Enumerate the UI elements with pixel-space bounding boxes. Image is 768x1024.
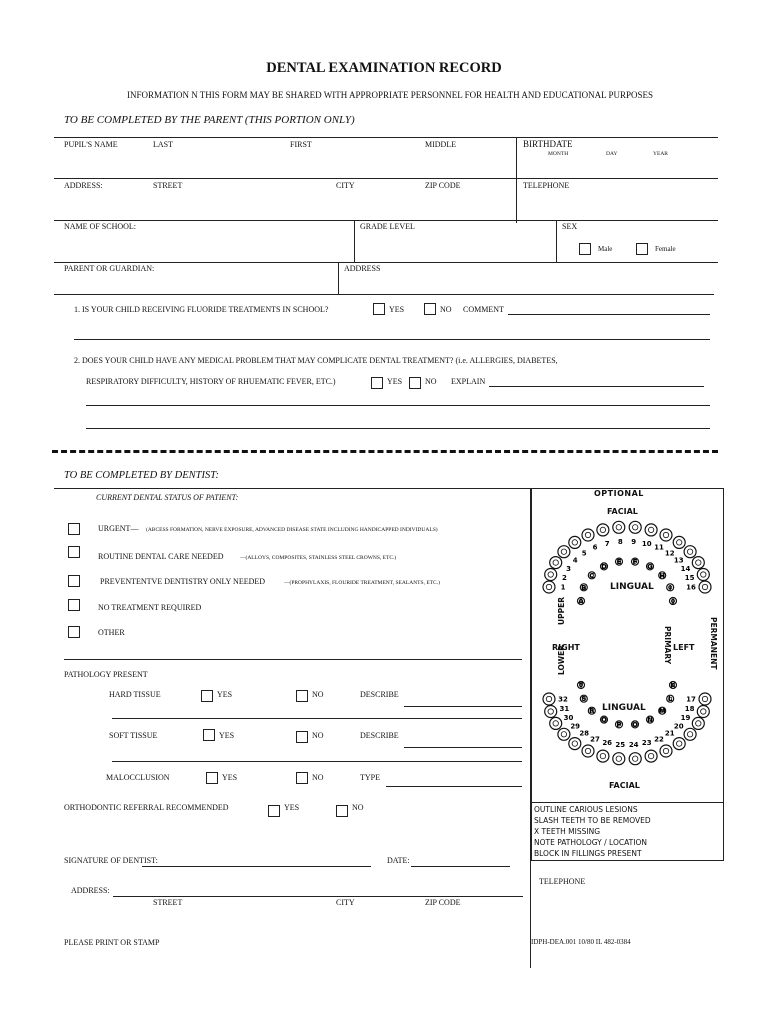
guardian-address-label: ADDRESS — [344, 264, 381, 273]
q2-no-checkbox[interactable] — [409, 377, 421, 389]
svg-text:B: B — [581, 583, 587, 592]
hard-tissue-yes-label: YES — [217, 690, 233, 699]
ortho-yes-checkbox[interactable] — [268, 805, 280, 817]
male-checkbox[interactable] — [579, 243, 591, 255]
svg-text:24: 24 — [628, 741, 639, 750]
ortho-no-checkbox[interactable] — [336, 805, 348, 817]
form-id: IDPH-DEA.001 10/80 IL 482-0384 — [531, 938, 631, 946]
tooth-L[interactable] — [667, 695, 674, 703]
chart-lingual-lower-label: LINGUAL — [602, 703, 646, 713]
svg-text:1: 1 — [560, 583, 566, 592]
chart-left-label: LEFT — [673, 643, 695, 652]
svg-text:29: 29 — [570, 722, 581, 731]
hard-tissue-label: HARD TISSUE — [109, 690, 161, 699]
dentist-street-label: STREET — [153, 898, 183, 907]
hard-tissue-no-checkbox[interactable] — [296, 690, 308, 702]
svg-text:18: 18 — [684, 705, 695, 714]
malocclusion-yes-checkbox[interactable] — [206, 772, 218, 784]
svg-text:R: R — [589, 707, 595, 716]
dentist-zip-label: ZIP CODE — [425, 898, 461, 907]
preventive-checkbox[interactable] — [68, 575, 80, 587]
svg-text:A: A — [578, 597, 584, 606]
chart-instructions — [532, 802, 723, 858]
svg-text:14: 14 — [680, 564, 691, 573]
instruction-5: BLOCK IN FILLINGS PRESENT — [534, 849, 642, 858]
svg-text:13: 13 — [673, 556, 684, 565]
svg-text:19: 19 — [680, 714, 691, 723]
middle-label: MIDDLE — [425, 140, 457, 149]
svg-text:7: 7 — [604, 539, 610, 548]
ortho-yes-label: YES — [284, 803, 300, 812]
routine-note: —(ALLOYS, COMPOSITES, STAINLESS STEEL CROWNS, ETC.) — [240, 555, 397, 561]
tooth-R[interactable] — [588, 707, 595, 715]
q1-comment-label: COMMENT — [463, 305, 504, 314]
routine-checkbox[interactable] — [68, 546, 80, 558]
month-label: MONTH — [548, 151, 569, 157]
svg-text:J: J — [671, 597, 675, 606]
question-2-line-2: RESPIRATORY DIFFICULTY, HISTORY OF RHUEMATIC FEVER, ETC.) — [86, 377, 336, 386]
tooth-7[interactable] — [597, 524, 610, 548]
svg-text:F: F — [632, 558, 638, 567]
soft-tissue-no-label: NO — [312, 731, 324, 740]
cut-line — [52, 450, 718, 453]
telephone-label: TELEPHONE — [523, 181, 570, 190]
tooth-J[interactable] — [670, 598, 677, 606]
ortho-no-label: NO — [352, 803, 364, 812]
svg-text:M: M — [658, 707, 666, 716]
zip-label: ZIP CODE — [425, 181, 461, 190]
signature-label: SIGNATURE OF DENTIST: — [64, 856, 158, 865]
svg-text:16: 16 — [686, 583, 696, 592]
q2-yes-checkbox[interactable] — [371, 377, 383, 389]
svg-text:P: P — [616, 720, 622, 729]
school-label: NAME OF SCHOOL: — [64, 222, 137, 231]
svg-text:8: 8 — [617, 537, 623, 546]
parent-section-title: TO BE COMPLETED BY THE PARENT (THIS PORTION ONLY) — [64, 114, 355, 126]
svg-text:T: T — [578, 681, 584, 690]
hard-tissue-describe-line[interactable] — [404, 706, 522, 707]
svg-text:20: 20 — [673, 722, 684, 731]
tooth-2[interactable] — [545, 569, 567, 582]
svg-text:5: 5 — [581, 549, 587, 558]
svg-text:3: 3 — [566, 564, 571, 573]
pupil-name-label: PUPIL'S NAME — [64, 140, 118, 149]
q2-explain-label: EXPLAIN — [451, 377, 486, 386]
tooth-E[interactable] — [616, 558, 623, 566]
svg-text:32: 32 — [558, 695, 568, 704]
chart-lower-label: LOWER — [557, 644, 566, 675]
instruction-1: OUTLINE CARIOUS LESIONS — [534, 805, 638, 814]
urgent-note: (ABCESS FORMATION, NERVE EXPOSURE, ADVANCED DISEASE STATE INCLUDING HANDICAPPED INDIVIDUALS) — [146, 527, 438, 533]
instruction-4: NOTE PATHOLOGY / LOCATION — [534, 838, 647, 847]
svg-text:9: 9 — [631, 537, 637, 546]
tooth-F[interactable] — [632, 558, 639, 566]
dentist-address-label: ADDRESS: — [71, 886, 110, 895]
tooth-24[interactable] — [629, 741, 641, 765]
hard-tissue-yes-checkbox[interactable] — [201, 690, 213, 702]
urgent-checkbox[interactable] — [68, 523, 80, 535]
day-label: DAY — [606, 151, 618, 157]
q1-no-checkbox[interactable] — [424, 303, 436, 315]
instruction-3: X TEETH MISSING — [534, 827, 601, 836]
tooth-K[interactable] — [670, 682, 677, 690]
ortho-label: ORTHODONTIC REFERRAL RECOMMENDED — [64, 803, 229, 812]
svg-text:O: O — [632, 720, 638, 729]
other-label: OTHER — [98, 628, 125, 637]
chart-facial-bottom-label: FACIAL — [609, 781, 640, 790]
date-label: DATE: — [387, 856, 410, 865]
city-label: CITY — [336, 181, 355, 190]
dentist-telephone-label: TELEPHONE — [539, 877, 586, 886]
chart-primary-label: PRIMARY — [663, 626, 672, 665]
svg-text:Q: Q — [601, 716, 607, 725]
tooth-P[interactable] — [616, 721, 623, 729]
pathology-label: PATHOLOGY PRESENT — [64, 670, 148, 679]
dentist-section-title: TO BE COMPLETED BY DENTIST: — [64, 470, 219, 481]
svg-text:H: H — [659, 571, 666, 580]
grade-label: GRADE LEVEL — [360, 222, 415, 231]
form-title: DENTAL EXAMINATION RECORD — [266, 60, 502, 76]
svg-text:G: G — [647, 562, 653, 571]
male-label: Male — [598, 245, 613, 253]
preventive-label: PREVENTENTVE DENTISTRY ONLY NEEDED — [100, 577, 266, 586]
tooth-1[interactable] — [543, 581, 566, 593]
svg-text:6: 6 — [592, 543, 598, 552]
tooth-I[interactable] — [667, 584, 674, 592]
q2-yes-label: YES — [387, 377, 403, 386]
malocclusion-label: MALOCCLUSION — [106, 773, 170, 782]
svg-text:I: I — [668, 583, 672, 592]
tooth-17[interactable] — [686, 693, 711, 705]
question-2-line-1: 2. DOES YOUR CHILD HAVE ANY MEDICAL PROBLEM THAT MAY COMPLICATE DENTAL TREATMENT? (i.e. ALLERGIES, DIABETES, — [74, 356, 558, 365]
dentist-address-line[interactable] — [113, 896, 523, 897]
urgent-label: URGENT— — [98, 524, 139, 533]
first-label: FIRST — [290, 140, 312, 149]
instruction-2: SLASH TEETH TO BE REMOVED — [534, 816, 651, 825]
svg-text:17: 17 — [686, 695, 696, 704]
svg-text:10: 10 — [641, 539, 652, 548]
soft-tissue-yes-checkbox[interactable] — [203, 729, 215, 741]
date-line[interactable] — [411, 866, 510, 867]
svg-text:N: N — [647, 716, 653, 725]
tooth-32[interactable] — [543, 693, 568, 705]
dentist-city-label: CITY — [336, 898, 355, 907]
signature-line[interactable] — [142, 866, 371, 867]
no-treatment-label: NO TREATMENT REQUIRED — [98, 603, 202, 612]
guardian-label: PARENT OR GUARDIAN: — [64, 264, 155, 273]
svg-text:11: 11 — [654, 543, 664, 552]
tooth-8[interactable] — [613, 521, 625, 546]
birthdate-label: BIRTHDATE — [523, 139, 573, 149]
chart-permanent-label: PERMANENT — [709, 617, 718, 670]
tooth-T[interactable] — [578, 682, 585, 690]
other-checkbox[interactable] — [68, 626, 80, 638]
svg-text:E: E — [616, 558, 622, 567]
tooth-25[interactable] — [613, 741, 625, 765]
svg-text:25: 25 — [615, 741, 626, 750]
female-checkbox[interactable] — [636, 243, 648, 255]
tooth-S[interactable] — [580, 695, 587, 703]
chart-facial-top-label: FACIAL — [607, 507, 638, 516]
no-treatment-checkbox[interactable] — [68, 599, 80, 611]
chart-optional-label: OPTIONAL — [594, 489, 644, 498]
q1-no-label: NO — [440, 305, 452, 314]
hard-tissue-no-label: NO — [312, 690, 324, 699]
svg-text:26: 26 — [602, 739, 613, 748]
svg-text:21: 21 — [664, 729, 675, 738]
svg-text:L: L — [667, 695, 673, 704]
soft-tissue-yes-label: YES — [219, 731, 235, 740]
tooth-6[interactable] — [582, 529, 598, 552]
street-label: STREET — [153, 181, 183, 190]
q1-yes-checkbox[interactable] — [373, 303, 385, 315]
tooth-A[interactable] — [578, 598, 585, 606]
routine-label: ROUTINE DENTAL CARE NEEDED — [98, 552, 224, 561]
year-label: YEAR — [653, 151, 668, 157]
soft-tissue-describe-label: DESCRIBE — [360, 731, 399, 740]
tooth-D[interactable] — [601, 563, 608, 571]
svg-text:2: 2 — [561, 573, 567, 582]
svg-text:30: 30 — [563, 714, 574, 723]
svg-text:28: 28 — [579, 729, 590, 738]
q1-comment-line[interactable] — [508, 314, 710, 315]
svg-text:27: 27 — [590, 735, 600, 744]
tooth-chart — [531, 488, 724, 861]
hard-tissue-describe-label: DESCRIBE — [360, 690, 399, 699]
malocclusion-yes-label: YES — [222, 773, 238, 782]
svg-text:C: C — [589, 571, 595, 580]
tooth-N[interactable] — [647, 716, 654, 724]
svg-text:15: 15 — [684, 573, 695, 582]
soft-tissue-no-checkbox[interactable] — [296, 731, 308, 743]
q2-no-label: NO — [425, 377, 437, 386]
chart-right-label: RIGHT — [552, 643, 580, 652]
preventive-note: —(PROPHYLAXIS, FLOURIDE TREATMENT, SEALANTS, ETC.) — [284, 580, 440, 586]
malocclusion-type-line[interactable] — [386, 786, 522, 787]
tooth-B[interactable] — [580, 584, 587, 592]
svg-text:31: 31 — [559, 705, 570, 714]
svg-text:S: S — [581, 695, 587, 704]
soft-tissue-describe-line[interactable] — [404, 747, 522, 748]
print-or-stamp-label: PLEASE PRINT OR STAMP — [64, 938, 160, 947]
svg-text:4: 4 — [572, 556, 578, 565]
q2-explain-line[interactable] — [489, 386, 704, 387]
question-1-text: 1. IS YOUR CHILD RECEIVING FLUORIDE TREATMENTS IN SCHOOL? — [74, 305, 329, 314]
chart-lingual-upper-label: LINGUAL — [610, 582, 654, 592]
female-label: Female — [655, 245, 676, 253]
tooth-Q[interactable] — [601, 716, 608, 724]
privacy-notice: INFORMATION N THIS FORM MAY BE SHARED WITH APPROPRIATE PERSONNEL FOR HEALTH AND EDUCATIONAL PURPOSES — [126, 90, 654, 100]
last-label: LAST — [153, 140, 173, 149]
svg-text:23: 23 — [641, 739, 652, 748]
svg-text:D: D — [601, 562, 607, 571]
malocclusion-type-label: TYPE — [360, 773, 380, 782]
soft-tissue-label: SOFT TISSUE — [109, 731, 158, 740]
svg-text:K: K — [670, 681, 676, 690]
svg-text:12: 12 — [664, 549, 675, 558]
malocclusion-no-checkbox[interactable] — [296, 772, 308, 784]
malocclusion-no-label: NO — [312, 773, 324, 782]
q1-yes-label: YES — [389, 305, 405, 314]
tooth-G[interactable] — [647, 563, 654, 571]
chart-upper-label: UPPER — [557, 597, 566, 625]
tooth-H[interactable] — [659, 572, 666, 580]
tooth-O[interactable] — [632, 721, 639, 729]
svg-text:22: 22 — [654, 735, 664, 744]
tooth-M[interactable] — [659, 707, 666, 715]
sex-label: SEX — [562, 222, 578, 231]
address-label: ADDRESS: — [64, 181, 103, 190]
tooth-C[interactable] — [588, 572, 595, 580]
tooth-16[interactable] — [686, 581, 711, 593]
tooth-9[interactable] — [629, 521, 641, 546]
status-title: CURRENT DENTAL STATUS OF PATIENT: — [96, 493, 239, 502]
